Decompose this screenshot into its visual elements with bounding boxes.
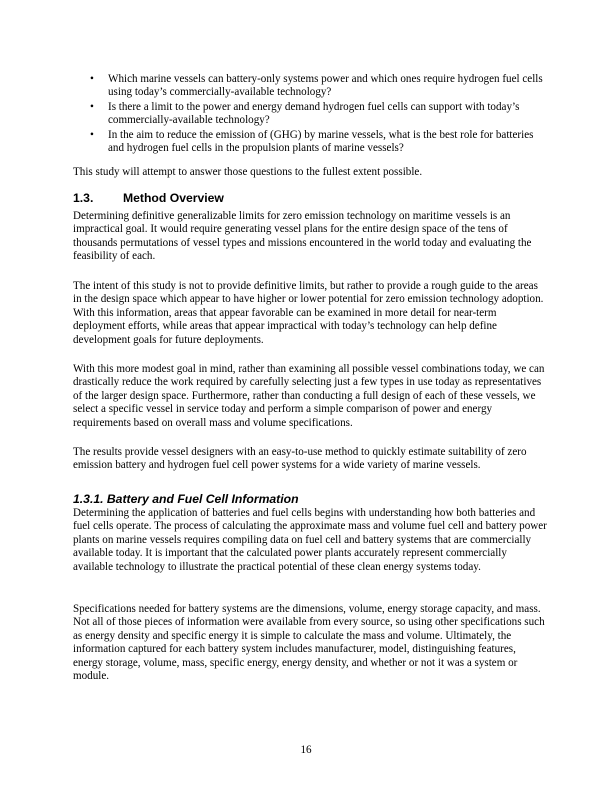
section-paragraph: The intent of this study is not to provide definitive limits, but rather to provide a rough guide to the areas in the design space which appear to have higher or lower potential for zero emission technology adoption. With this information, areas that appear favorable can be examined in more detail for near-term deployment efforts, while areas that appear impractical with today’s technology can help define development goals for future deployments. [73, 280, 544, 346]
bullet-text: Is there a limit to the power and energy demand hydrogen fuel cells can support with today’s commercially-available technology? [108, 100, 520, 127]
section-heading [73, 191, 224, 205]
bullet-item [90, 73, 550, 100]
bullet-glyph: • [90, 128, 94, 141]
page-number: 16 [300, 744, 312, 756]
bullet-item [90, 101, 550, 128]
section-paragraph: The results provide vessel designers with an easy-to-use method to quickly estimate suitability of zero emission battery and hydrogen fuel cell power systems for a wide variety of marine vessels. [73, 446, 527, 472]
section-paragraph: With this more modest goal in mind, rather than examining all possible vessel combinations today, we can drastically reduce the work required by carefully selecting just a few types in use today as representatives of the larger design space. Furthermore, rather than conducting a full design of each of these vessels, we select a specific vessel in service today and perform a simple comparison of power and energy requirements based on overall mass and volume specifications. [73, 363, 545, 429]
subsection-heading: 1.3.1. Battery and Fuel Cell Information [73, 492, 299, 506]
section-title: Method Overview [123, 191, 224, 205]
bullet-glyph: • [90, 100, 94, 113]
intro-paragraph: This study will attempt to answer those questions to the fullest extent possible. [73, 166, 423, 178]
bullet-text: In the aim to reduce the emission of (GHG) by marine vessels, what is the best role for batteries and hydrogen fuel cells in the propulsion plants of marine vessels? [108, 128, 534, 155]
section-number: 1.3. [73, 191, 94, 205]
subsection-paragraph: Specifications needed for battery systems are the dimensions, volume, energy storage capacity, and mass. Not all of those pieces of information were available from every source, so using other specifications such as energy density and specific energy it is simple to calculate the mass and volume. Ultimately, the information captured for each battery system includes manufacturer, model, distinguishing features, energy storage, volume, mass, specific energy, energy density, and whether or not it was a system or module. [73, 603, 545, 683]
section-paragraph: Determining definitive generalizable limits for zero emission technology on maritime vessels is an impractical goal. It would require generating vessel plans for the entire design space of the tens of thousands permutations of vessel types and missions encountered in the world today and evaluating the feasibility of each. [73, 210, 532, 263]
question-bullet-list [90, 73, 550, 156]
bullet-item [90, 129, 550, 156]
subsection-paragraph: Determining the application of batteries and fuel cells begins with understanding how both batteries and fuel cells operate. The process of calculating the approximate mass and volume fuel cell and battery power plants on marine vessels requires compiling data on fuel cell and battery systems that are commercially available today. It is important that the calculated power plants accurately represent commercially available technology to illustrate the practical potential of these clean energy systems today. [73, 507, 547, 573]
bullet-glyph: • [90, 73, 94, 85]
bullet-text: Which marine vessels can battery-only systems power and which ones require hydrogen fuel cells using today’s commercially-available technology? [108, 73, 543, 99]
